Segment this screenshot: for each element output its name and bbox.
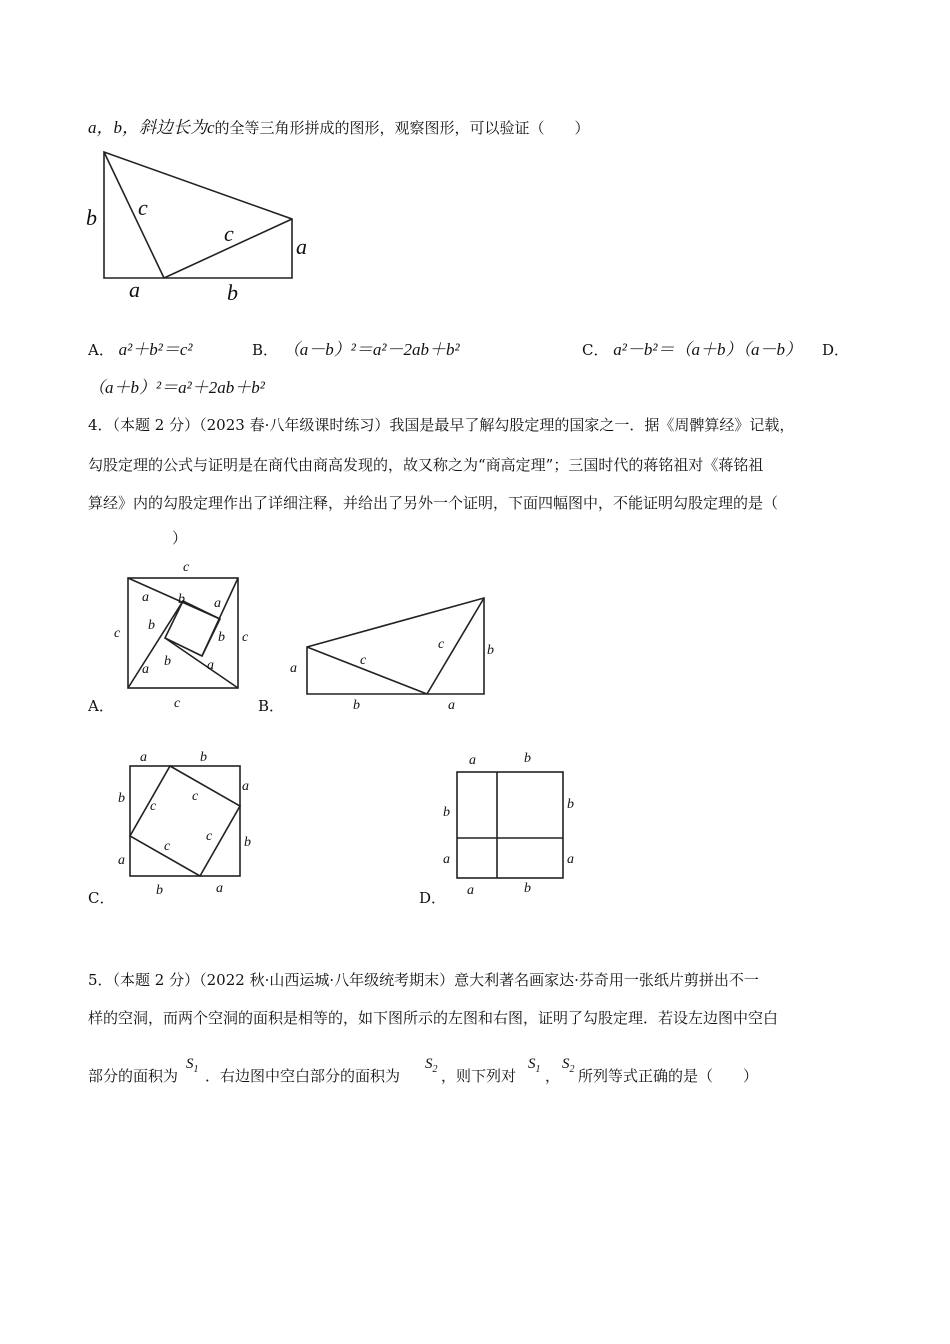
q3-stem-c: c (207, 118, 215, 137)
q4a-line-3 (165, 638, 238, 688)
q5-s1b-sub: 1 (535, 1064, 541, 1075)
q5-s2b-letter: S (562, 1056, 570, 1072)
q4a-inner-square (165, 601, 220, 656)
q4a-label-a1: a (142, 590, 149, 605)
q4-line-4: ） (172, 529, 188, 547)
q4-figure-d (435, 742, 595, 902)
q4b-label-c1: c (360, 653, 367, 668)
q3-option-a-letter: A． (88, 341, 114, 359)
q5-line-3e: 所列等式正确的是（ ） (578, 1067, 759, 1085)
q4-label-b: B． (258, 697, 285, 715)
q5-s1-symbol (186, 1054, 199, 1080)
q3-label-c1: c (138, 195, 148, 220)
q3-option-c (582, 340, 802, 360)
q5-s1b-symbol (528, 1054, 541, 1080)
q3-option-b (252, 340, 460, 360)
q4c-label-c3: c (206, 829, 213, 844)
q4a-label-c-bottom: c (174, 696, 181, 711)
q4-figure-a (108, 555, 258, 715)
q3-trapezoid (104, 152, 292, 278)
q4a-label-b4: b (148, 618, 155, 633)
q4a-label-a2: a (214, 596, 221, 611)
q4-line-1: 4．（本题 2 分）（2023 春·八年级课时练习）我国是最早了解勾股定理的国家之一．据《周髀算经》记载， (88, 416, 795, 434)
q3-option-b-text: （a－b）²＝a²－2ab＋b² (282, 340, 460, 359)
q5-line-2: 样的空洞，而两个空洞的面积是相等的，如下图所示的左图和右图，证明了勾股定理．若设左边图中空白 (88, 1009, 779, 1027)
q4b-label-b-right: b (487, 643, 494, 658)
q4c-label-a-top: a (140, 750, 147, 765)
q4-label-a: A． (88, 697, 114, 715)
q4d-label-b-top: b (524, 751, 531, 766)
q4-figure-c (108, 742, 268, 902)
q4c-label-c4: c (164, 839, 171, 854)
q4d-label-b-right: b (567, 797, 574, 812)
q4c-label-b-right: b (244, 835, 251, 850)
q5-s2b-symbol (562, 1054, 575, 1080)
q4a-label-b2: b (218, 630, 225, 645)
q4d-label-a-right: a (567, 852, 574, 867)
q4-line-2: 勾股定理的公式与证明是在商代由商高发现的，故又称之为“商高定理”；三国时代的蒋铭祖对《蒋铭祖 (88, 456, 764, 474)
q4b-label-b-bottom: b (353, 698, 360, 713)
q4b-hyp-2 (427, 598, 484, 694)
q4c-label-a-right: a (242, 779, 249, 794)
q4a-label-c-right: c (242, 630, 249, 645)
q4-figure-b (280, 588, 500, 718)
q4a-label-a4: a (142, 662, 149, 677)
q4c-label-b-left: b (118, 791, 125, 806)
q5-line-3d: ， (545, 1067, 561, 1085)
q3-option-b-letter: B． (252, 341, 279, 359)
q4c-inner-square (130, 766, 240, 876)
q4b-label-a-left: a (290, 661, 297, 676)
q4b-hyp-1 (307, 647, 427, 694)
q4b-label-a-bottom: a (448, 698, 455, 713)
q4c-label-c1: c (150, 799, 157, 814)
q4c-label-a-bottom: a (216, 881, 223, 896)
q3-figure (80, 140, 330, 310)
q4b-trapezoid (307, 598, 484, 694)
q5-line-3a: 部分的面积为 (88, 1067, 179, 1085)
q4d-label-b-bottom: b (524, 881, 531, 896)
q3-stem-suffix: 的全等三角形拼成的图形，观察图形，可以验证（ ） (214, 119, 590, 137)
q3-option-c-letter: C． (582, 341, 609, 359)
q4-label-c: C． (88, 889, 115, 907)
q5-s2-symbol (425, 1054, 438, 1080)
q4c-label-c2: c (192, 789, 199, 804)
q5-s1-letter: S (186, 1056, 194, 1072)
q5-s2-sub: 2 (432, 1064, 438, 1075)
q3-option-a (88, 340, 192, 360)
q4c-label-b-top: b (200, 750, 207, 765)
q3-label-b-left: b (86, 205, 97, 230)
q3-option-d-text: （a＋b）²＝a²＋2ab＋b² (88, 378, 265, 397)
q4d-label-a-bottom: a (467, 883, 474, 898)
q5-line-3b: ．右边图中空白部分的面积为 (205, 1067, 401, 1085)
q4a-label-b3: b (164, 654, 171, 669)
q5-s1-sub: 1 (193, 1064, 199, 1075)
q4d-label-b-left: b (443, 805, 450, 820)
q4a-label-c-top: c (183, 560, 190, 575)
q5-line-1: 5．（本题 2 分）（2022 秋·山西运城·八年级统考期末）意大利著名画家达·芬奇用一张纸片剪拼出不一 (88, 971, 759, 989)
q4d-outer-square (457, 772, 563, 878)
q5-line-3c: ，则下列对 (441, 1067, 517, 1085)
q4d-label-a-top: a (469, 753, 476, 768)
q4d-label-a-left: a (443, 852, 450, 867)
q3-option-a-text: a²＋b²＝c² (118, 340, 193, 359)
q4c-label-a-left: a (118, 853, 125, 868)
q4c-outer-square (130, 766, 240, 876)
q5-s2b-sub: 2 (569, 1064, 575, 1075)
q3-option-d-letter: D． (822, 341, 850, 359)
q4b-label-c2: c (438, 637, 445, 652)
q3-label-b-bottom: b (227, 280, 238, 305)
q3-label-a-right: a (296, 234, 307, 259)
q4a-label-a3: a (207, 658, 214, 673)
q5-s2-letter: S (425, 1056, 433, 1072)
q5-s1b-letter: S (528, 1056, 536, 1072)
q3-stem-prefix: a，b，斜边长为 (88, 118, 207, 137)
q4c-label-b-bottom: b (156, 883, 163, 898)
q4a-label-b1: b (178, 592, 185, 607)
q3-label-c2: c (224, 221, 234, 246)
q3-stem (88, 118, 590, 138)
q3-label-a-bottom: a (129, 277, 140, 302)
q4-label-d: D． (419, 889, 447, 907)
q4a-label-c-left: c (114, 626, 121, 641)
q3-option-c-text: a²－b²＝（a＋b）（a－b） (613, 340, 802, 359)
q4-line-3: 算经》内的勾股定理作出了详细注释，并给出了另外一个证明，下面四幅图中，不能证明勾股定理的是（ (88, 494, 779, 512)
